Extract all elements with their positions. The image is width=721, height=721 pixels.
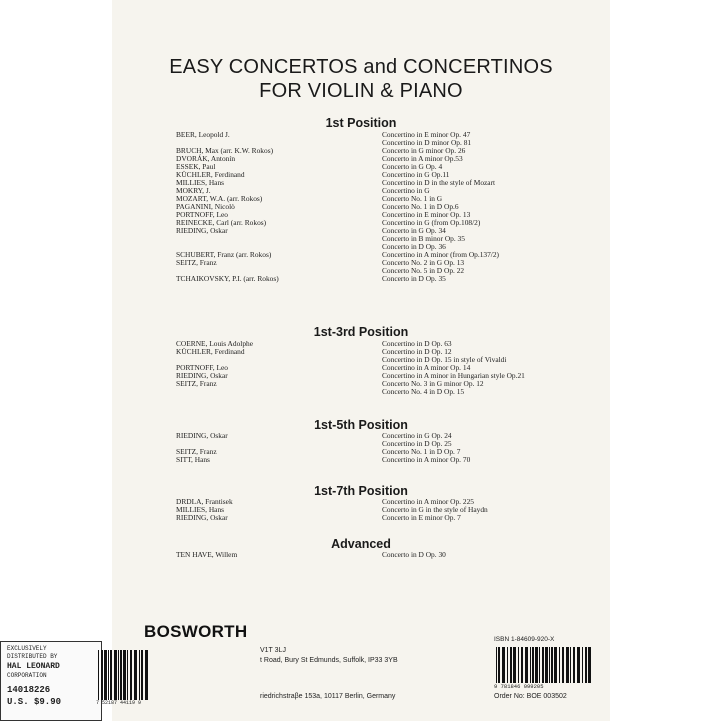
composer-name: MOKRY, J. — [176, 186, 211, 195]
isbn: ISBN 1-84609-920-X — [494, 636, 555, 643]
upc-barcode-digits: 7 52187 44119 9 — [96, 700, 142, 706]
section-heading: 1st-7th Position — [314, 484, 408, 498]
work-title: Concerto in G Op. 34 — [382, 226, 446, 235]
sticker-line-1: EXCLUSIVELY — [7, 645, 47, 652]
work-title: Concertino in G (from Op.108/2) — [382, 218, 481, 227]
composer-name: RIEDING, Oskar — [176, 431, 228, 440]
sticker-code: 14018226 — [7, 685, 51, 695]
composer-name: REINECKE, Carl (arr. Rokos) — [176, 218, 267, 227]
address-partial: V1T 3LJ — [260, 647, 286, 654]
work-title: Concerto in G minor Op. 26 — [382, 146, 466, 155]
composer-name: BEER, Leopold J. — [176, 130, 230, 139]
work-title: Concertino in E minor Op. 47 — [382, 130, 471, 139]
sticker-line-3: HAL LEONARD — [7, 662, 60, 671]
composer-name: PORTNOFF, Leo — [176, 363, 228, 372]
work-title: Concerto No. 2 in G Op. 13 — [382, 258, 465, 267]
work-title: Concertino in D Op. 12 — [382, 347, 452, 356]
work-title: Concerto No. 1 in G — [382, 194, 443, 203]
title-line-1: EASY CONCERTOS and CONCERTINOS — [169, 56, 553, 78]
work-title: Concerto in D Op. 30 — [382, 550, 446, 559]
book-back-cover — [112, 0, 610, 721]
sticker-line-4: CORPORATION — [7, 672, 47, 679]
work-title: Concertino in D minor Op. 81 — [382, 138, 472, 147]
work-title: Concerto in G Op. 4 — [382, 162, 443, 171]
composer-name: COERNE, Louis Adolphe — [176, 339, 253, 348]
work-title: Concertino in E minor Op. 13 — [382, 210, 471, 219]
section-heading: 1st-5th Position — [314, 418, 408, 432]
work-title: Concertino in A minor Op. 225 — [382, 497, 474, 506]
section-heading: 1st Position — [325, 116, 397, 130]
composer-name: RIEDING, Oskar — [176, 226, 228, 235]
work-title: Concertino in A minor Op. 14 — [382, 363, 471, 372]
composer-name: SEITZ, Franz — [176, 258, 217, 267]
upc-barcode — [96, 650, 148, 710]
composer-name: KÜCHLER, Ferdinand — [176, 170, 245, 179]
composer-name: MILLIES, Hans — [176, 505, 225, 514]
address-line-1: t Road, Bury St Edmunds, Suffolk, IP33 3YB — [260, 657, 398, 664]
work-title: Concerto in A minor Op.53 — [382, 154, 463, 163]
work-title: Concerto No. 4 in D Op. 15 — [382, 387, 465, 396]
composer-name: TEN HAVE, Willem — [176, 550, 238, 559]
address-line-2: riedrichstraβe 153a, 10117 Berlin, Germany — [260, 693, 396, 700]
work-title: Concerto in B minor Op. 35 — [382, 234, 465, 243]
work-title: Concertino in A minor in Hungarian style Op.21 — [382, 371, 525, 380]
isbn-barcode — [494, 647, 594, 689]
distributor-sticker — [0, 641, 102, 721]
work-title: Concertino in G — [382, 186, 430, 195]
composer-name: SEITZ, Franz — [176, 379, 217, 388]
isbn-barcode-digits: 9 781846 099205 — [494, 683, 544, 690]
composer-name: SCHUBERT, Franz (arr. Rokos) — [176, 250, 272, 259]
section-heading: Advanced — [331, 537, 391, 551]
section-heading: 1st-3rd Position — [313, 325, 409, 339]
composer-name: ESSEK, Paul — [176, 162, 216, 171]
work-title: Concertino in G Op. 24 — [382, 431, 452, 440]
composer-name: SEITZ, Franz — [176, 447, 217, 456]
composer-name: MOZART, W.A. (arr. Rokos) — [176, 194, 263, 203]
work-title: Concertino in G Op.11 — [382, 170, 450, 179]
work-title: Concertino in D in the style of Mozart — [382, 178, 496, 187]
composer-name: KÜCHLER, Ferdinand — [176, 347, 245, 356]
composer-name: SITT, Hans — [176, 455, 210, 464]
work-title: Concerto No. 5 in D Op. 22 — [382, 266, 465, 275]
work-title: Concerto No. 1 in D Op. 7 — [382, 447, 461, 456]
work-title: Concerto in G in the style of Haydn — [382, 505, 488, 514]
composer-name: BRUCH, Max (arr. K.W. Rokos) — [176, 146, 274, 155]
work-title: Concertino in D Op. 25 — [382, 439, 452, 448]
work-title: Concerto in D Op. 35 — [382, 274, 446, 283]
work-title: Concerto in D Op. 36 — [382, 242, 446, 251]
publisher-logo: BOSWORTH — [144, 622, 248, 641]
work-title: Concerto in E minor Op. 7 — [382, 513, 461, 522]
composer-name: TCHAIKOVSKY, P.I. (arr. Rokos) — [176, 274, 279, 283]
sticker-price: U.S. $9.90 — [7, 697, 62, 707]
work-title: Concertino in D Op. 63 — [382, 339, 452, 348]
composer-name: DRDLA, Frantisek — [176, 497, 233, 506]
composer-name: PORTNOFF, Leo — [176, 210, 228, 219]
composer-name: PAGANINI, Nicolò — [176, 202, 235, 211]
composer-name: DVORÁK, Antonín — [176, 154, 236, 163]
work-title: Concerto No. 1 in D Op.6 — [382, 202, 459, 211]
work-title: Concertino in A minor Op. 70 — [382, 455, 471, 464]
composer-name: RIEDING, Oskar — [176, 371, 228, 380]
composer-name: MILLIES, Hans — [176, 178, 225, 187]
composer-name: RIEDING, Oskar — [176, 513, 228, 522]
work-title: Concerto No. 3 in G minor Op. 12 — [382, 379, 484, 388]
work-title: Concertino in A minor (from Op.137/2) — [382, 250, 500, 259]
order-number: Order No: BOE 003502 — [494, 693, 567, 700]
title-line-2: FOR VIOLIN & PIANO — [259, 80, 463, 102]
sticker-line-2: DISTRIBUTED BY — [7, 653, 58, 660]
work-title: Concertino in D Op. 15 in style of Vivaldi — [382, 355, 507, 364]
